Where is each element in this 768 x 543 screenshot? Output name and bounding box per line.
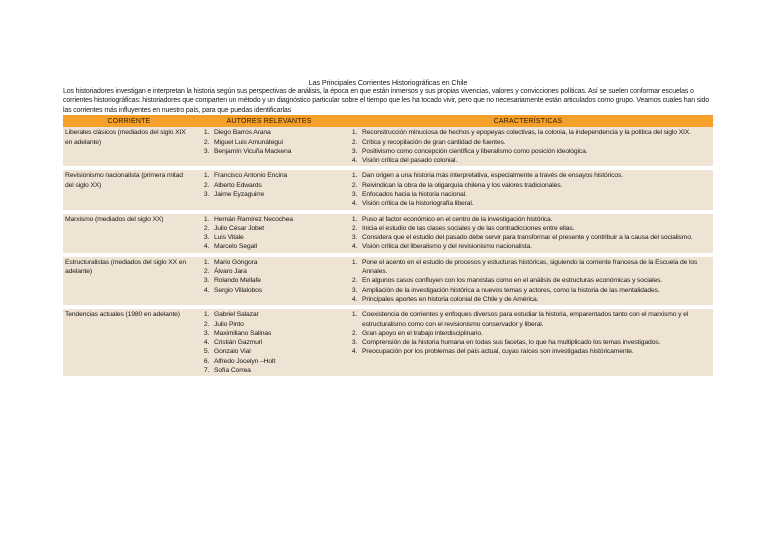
autor-item: 1. Hernán Ramírez Necochea bbox=[211, 215, 341, 224]
autores-cell bbox=[195, 127, 343, 166]
table-row bbox=[63, 214, 713, 253]
caracteristicas-list bbox=[343, 128, 711, 165]
autor-item: 6. Alfredo Jocelyn –Holt bbox=[211, 357, 341, 366]
caracteristica-item: 3. Ampliación de la investigación histórica a nuevos temas y actores, como la historia de las mentalidades. bbox=[359, 286, 711, 295]
corriente-cell: Marxismo (mediados del siglo XX) bbox=[63, 214, 195, 253]
caracteristica-item: 3. Considera que el estudio del pasado debe servir para transformar el presente y contribuir a la causa del socialismo. bbox=[359, 233, 711, 242]
caracteristicas-list bbox=[343, 310, 711, 356]
caracteristica-item: 4. Visión crítica de la historiografía liberal. bbox=[359, 199, 711, 208]
autor-item: 2. Julio César Jobet bbox=[211, 224, 341, 233]
corrientes-table bbox=[63, 115, 713, 376]
autor-item: 4. Cristián Gazmuri bbox=[211, 338, 341, 347]
autores-cell bbox=[195, 214, 343, 253]
autores-list bbox=[195, 215, 341, 252]
caracteristica-item: 1. Pone el acento en el estudio de procesos y estucturas históricas, siguiendo la corriente francesa de la Escuela de los Annales. bbox=[359, 258, 711, 277]
caracteristica-item: 1. Dan origen a una historia más interpretativa, especialmente a través de ensayos históricos. bbox=[359, 171, 711, 180]
autores-cell bbox=[195, 170, 343, 209]
autores-cell bbox=[195, 257, 343, 305]
autor-item: 3. Benjamín Vicuña Mackena bbox=[211, 147, 341, 156]
autor-item: 1. Francisco Antonio Encina bbox=[211, 171, 341, 180]
caracteristica-item: 3. Positivismo como concepción científica y liberalismo como posición ideológica. bbox=[359, 147, 711, 156]
autor-item: 2. Alberto Edwards bbox=[211, 181, 341, 190]
caracteristica-item: 4. Principales aportes en historia colonial de Chile y de América. bbox=[359, 295, 711, 304]
caracteristica-item: 1. Coexistencia de corrientes y enfoques diversos para estudiar la historia, emparentados tanto con el marxismo y el estructuralismo como con el revisionismo conservador y liberal. bbox=[359, 310, 711, 329]
autor-item: 5. Gonzalo Vial bbox=[211, 347, 341, 356]
caracteristicas-cell bbox=[343, 257, 713, 305]
caracteristicas-cell bbox=[343, 214, 713, 253]
caracteristicas-list bbox=[343, 171, 711, 208]
caracteristicas-list bbox=[343, 215, 711, 252]
autor-item: 7. Sofía Correa bbox=[211, 366, 341, 375]
header-autores: AUTORES RELEVANTES bbox=[195, 115, 343, 127]
caracteristica-item: 2. Crítica y recopilación de gran cantidad de fuentes. bbox=[359, 138, 711, 147]
autor-item: 3. Maximiliano Salinas bbox=[211, 329, 341, 338]
autor-item: 2. Miguel Luis Amunátegui bbox=[211, 138, 341, 147]
caracteristica-item: 3. Comprensión de la historia humana en todas sus facetas, lo que ha multiplicado los temas investigados. bbox=[359, 338, 711, 347]
caracteristica-item: 4. Visión crítica del liberalismo y del revisionismo nacionalista. bbox=[359, 242, 711, 251]
autor-item: 3. Jaime Eyzaguirre bbox=[211, 190, 341, 199]
autor-item: 2. Julio Pinto bbox=[211, 320, 341, 329]
autores-cell bbox=[195, 309, 343, 376]
autores-list bbox=[195, 310, 341, 375]
autor-item: 1. Mario Góngora bbox=[211, 258, 341, 267]
table-row bbox=[63, 257, 713, 305]
corriente-cell: Estructuralistas (mediados del siglo XX en adelante) bbox=[63, 257, 195, 305]
caracteristica-item: 4. Visión crítica del pasado colonial. bbox=[359, 156, 711, 165]
caracteristica-item: 4. Preocupación por los problemas del país actual, cuyas raíces son investigadas históricamente. bbox=[359, 347, 711, 356]
autores-list bbox=[195, 258, 341, 295]
caracteristica-item: 1. Reconstrucción minuciosa de hechos y epopeyas colectivas, la colonia, la independencia y la política del siglo XIX. bbox=[359, 128, 711, 137]
caracteristica-item: 1. Puso al factor económico en el centro de la investigación histórica. bbox=[359, 215, 711, 224]
autores-list bbox=[195, 128, 341, 156]
corriente-cell: Tendencias actuales (1980 en adelante) bbox=[63, 309, 195, 376]
caracteristicas-list bbox=[343, 258, 711, 304]
table-row bbox=[63, 309, 713, 376]
caracteristica-item: 2. Reivindican la obra de la oligarquía chilena y los valores tradicionales. bbox=[359, 181, 711, 190]
caracteristicas-cell bbox=[343, 309, 713, 376]
document-title: Las Principales Corrientes Historiográficas en Chile bbox=[308, 78, 468, 87]
caracteristica-item: 2. Gran apoyo en el trabajo interdisciplinario. bbox=[359, 329, 711, 338]
caracteristica-item: 3. Enfocados hacia la historia nacional. bbox=[359, 190, 711, 199]
header-corriente: CORRIENTE bbox=[63, 115, 195, 127]
table-row bbox=[63, 127, 713, 166]
caracteristicas-cell bbox=[343, 127, 713, 166]
autor-item: 3. Luis Vitale bbox=[211, 233, 341, 242]
corriente-cell: Revisionismo nacionalista (primera mitad del siglo XX) bbox=[63, 170, 195, 209]
autores-list bbox=[195, 171, 341, 199]
table-body bbox=[63, 127, 713, 376]
autor-item: 3. Rolando Mellafe bbox=[211, 276, 341, 285]
autor-item: 1. Diego Barros Arana bbox=[211, 128, 341, 137]
caracteristica-item: 2. En algunos casos confluyen con los marxistas como en el análisis de estructuras económicas y sociales. bbox=[359, 276, 711, 285]
table-row bbox=[63, 170, 713, 209]
autor-item: 2. Álvaro Jara bbox=[211, 267, 341, 276]
table-header-row bbox=[63, 115, 713, 127]
caracteristica-item: 2. Inicia el estudio de las clases sociales y de las contradicciones entre ellas. bbox=[359, 224, 711, 233]
autor-item: 4. Marcelo Segall bbox=[211, 242, 341, 251]
header-caracteristicas: CARACTERÍSTICAS bbox=[343, 115, 713, 127]
corriente-cell: Liberales clásicos (mediados del siglo XIX en adelante) bbox=[63, 127, 195, 166]
document-page bbox=[63, 78, 713, 376]
caracteristicas-cell bbox=[343, 170, 713, 209]
intro-paragraph: Los historiadores investigan e interpretan la historia según sus perspectivas de análisis, la época en que están inmersos y sus propias vivencias, valores y convicciones políticas. Así se suelen conformar escuelas o corrientes historiográficas: historiadores que comparten un método y un diagnóstico particular sobre el tiempo que les ha tocado vivir, pero que no necesariamente están articulados como grupo. Veamos cuales han sido las corrientes más influyentes en nuestro país, para que puedas identificarlas bbox=[63, 88, 709, 114]
autor-item: 1. Gabriel Salazar bbox=[211, 310, 341, 319]
autor-item: 4. Sergio Villalobos bbox=[211, 286, 341, 295]
